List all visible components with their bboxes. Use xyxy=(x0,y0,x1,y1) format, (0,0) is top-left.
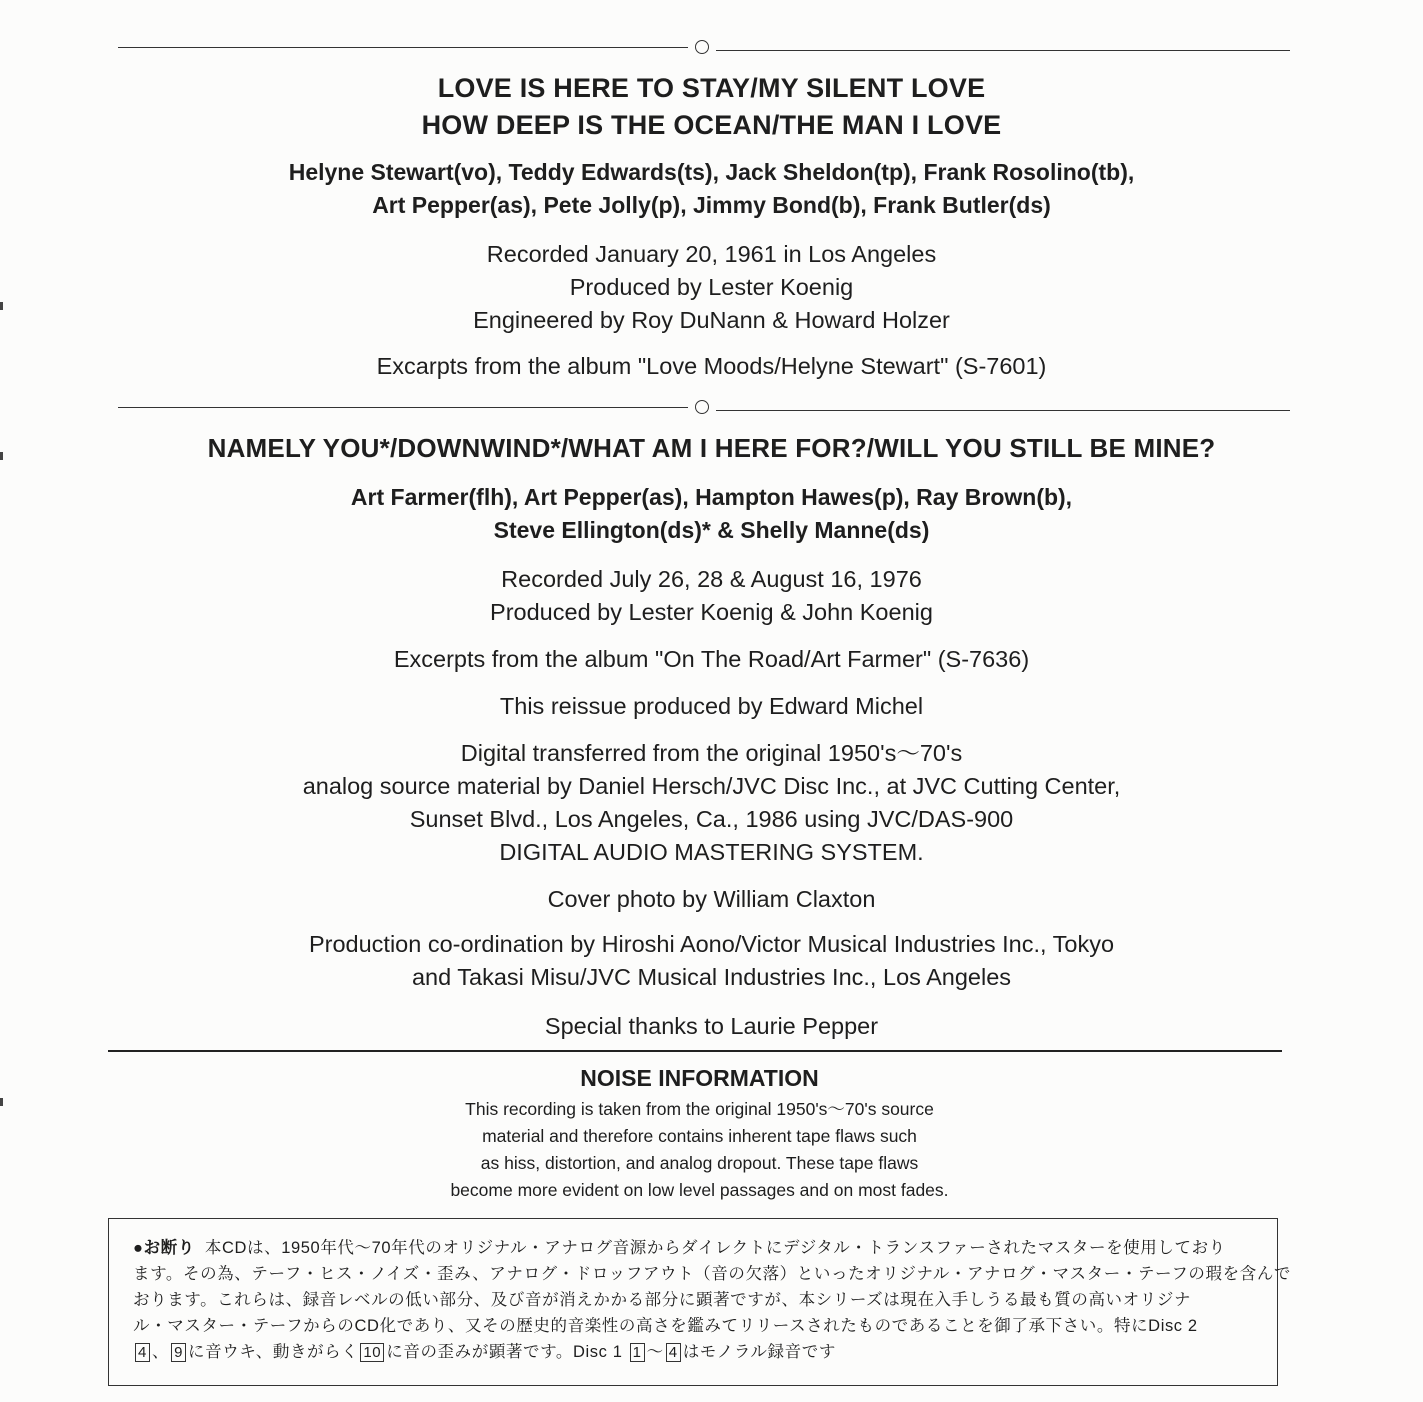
section-2-credits xyxy=(0,563,1423,629)
transfer-line: DIGITAL AUDIO MASTERING SYSTEM. xyxy=(499,839,924,865)
excerpt-line: Excerpts from the album "On The Road/Art Farmer" (S-7636) xyxy=(393,646,1030,672)
notice-text: に音の歪みが顕著です。Disc 1 xyxy=(386,1343,623,1361)
reissue-credit xyxy=(0,690,1423,723)
notice-line: ます。その為、テーフ・ヒス・ノイズ・歪み、アナログ・ドロッフアウト（音の欠落）といったオリジナル・アナログ・マスター・テーフの瑕を含んで xyxy=(133,1265,1292,1283)
section-2-title xyxy=(0,430,1423,467)
notice-text: に音ウキ、動きがらく xyxy=(188,1343,359,1361)
credit-line: Produced by Lester Koenig xyxy=(569,274,854,300)
notice-text: はモノラル録音です xyxy=(682,1343,836,1361)
scan-edge-mark xyxy=(0,302,3,310)
noise-line: This recording is taken from the original 1950's〜70's source xyxy=(465,1099,934,1119)
excerpt-line: Excarpts from the album "Love Moods/Helyne Stewart" (S-7601) xyxy=(376,353,1047,379)
section-2-excerpt xyxy=(0,643,1423,676)
credit-line: Recorded July 26, 28 & August 16, 1976 xyxy=(501,566,922,592)
cover-line: Cover photo by William Claxton xyxy=(547,886,876,912)
noise-line: material and therefore contains inherent tape flaws such xyxy=(482,1126,917,1146)
track-number-box: 4 xyxy=(135,1343,150,1362)
cover-credit xyxy=(0,883,1423,916)
notice-line xyxy=(133,1339,1255,1365)
notice-text: 本CDは、1950年代〜70年代のオリジナル・アナログ音源からダイレクトにデジタル・トランスファーされたマスターを使用しており xyxy=(204,1239,1226,1257)
scan-edge-mark xyxy=(0,452,3,460)
notice-line xyxy=(133,1235,1255,1261)
thanks-line: Special thanks to Laurie Pepper xyxy=(544,1013,879,1039)
divider-circle-icon xyxy=(695,40,709,54)
notice-line: おります。これらは、録音レベルの低い部分、及び音が消えかかる部分に顕著ですが、本シリーズは現在入手しうる最も質の高いオリジナ xyxy=(133,1291,1192,1309)
notice-text: 、 xyxy=(151,1343,170,1361)
scan-edge-mark xyxy=(0,1098,3,1106)
section-1-credits xyxy=(0,238,1423,337)
section-2-personnel xyxy=(0,481,1423,547)
credit-line: Produced by Lester Koenig & John Koenig xyxy=(490,599,933,625)
title-line: LOVE IS HERE TO STAY/MY SILENT LOVE xyxy=(437,73,986,103)
section-1-excerpt xyxy=(0,350,1423,383)
track-number-box: 9 xyxy=(171,1343,186,1362)
noise-line: become more evident on low level passages and on most fades. xyxy=(450,1180,949,1200)
section-1-title xyxy=(0,70,1423,144)
noise-line: as hiss, distortion, and analog dropout. These tape flaws xyxy=(480,1153,919,1173)
coordination-line: and Takasi Misu/JVC Musical Industries Inc., Los Angeles xyxy=(411,964,1012,990)
transfer-line: analog source material by Daniel Hersch/JVC Disc Inc., at JVC Cutting Center, xyxy=(302,773,1121,799)
noise-body xyxy=(0,1096,1411,1204)
personnel-line: Art Farmer(flh), Art Pepper(as), Hampton Hawes(p), Ray Brown(b), xyxy=(350,484,1073,510)
credit-line: Recorded January 20, 1961 in Los Angeles xyxy=(486,241,937,267)
divider-middle xyxy=(118,398,1290,418)
divider-top xyxy=(118,38,1290,58)
divider-circle-icon xyxy=(695,400,709,414)
thanks-credit xyxy=(0,1010,1423,1043)
transfer-line: Digital transferred from the original 1950's〜70's xyxy=(460,740,963,766)
track-number-box: 1 xyxy=(630,1343,645,1362)
notice-text: 〜 xyxy=(646,1343,664,1361)
section-rule xyxy=(108,1050,1282,1052)
noise-heading-text: NOISE INFORMATION xyxy=(580,1065,819,1091)
transfer-credit xyxy=(0,737,1423,869)
track-number-box: 4 xyxy=(666,1343,681,1362)
track-number-box: 10 xyxy=(360,1343,384,1362)
noise-heading xyxy=(0,1063,1411,1093)
coordination-line: Production co-ordination by Hiroshi Aono/Victor Musical Industries Inc., Tokyo xyxy=(308,931,1115,957)
title-line: NAMELY YOU*/DOWNWIND*/WHAT AM I HERE FOR?/WILL YOU STILL BE MINE? xyxy=(207,433,1216,463)
title-line: HOW DEEP IS THE OCEAN/THE MAN I LOVE xyxy=(421,110,1002,140)
personnel-line: Steve Ellington(ds)* & Shelly Manne(ds) xyxy=(493,517,930,543)
transfer-line: Sunset Blvd., Los Angeles, Ca., 1986 using JVC/DAS-900 xyxy=(409,806,1014,832)
notice-lead: ●お断り xyxy=(133,1239,195,1257)
personnel-line: Helyne Stewart(vo), Teddy Edwards(ts), Jack Sheldon(tp), Frank Rosolino(tb), xyxy=(288,159,1135,185)
coordination-credit xyxy=(0,928,1423,994)
notice-line: ル・マスター・テーフからのCD化であり、又その歴史的音楽性の高さを鑑みてリリースされたものであることを御了承下さい。特にDisc 2 xyxy=(133,1317,1198,1335)
japanese-notice-box xyxy=(108,1218,1292,1386)
section-1-personnel xyxy=(0,156,1423,222)
reissue-line: This reissue produced by Edward Michel xyxy=(499,693,924,719)
credit-line: Engineered by Roy DuNann & Howard Holzer xyxy=(473,307,950,333)
personnel-line: Art Pepper(as), Pete Jolly(p), Jimmy Bond(b), Frank Butler(ds) xyxy=(372,192,1051,218)
